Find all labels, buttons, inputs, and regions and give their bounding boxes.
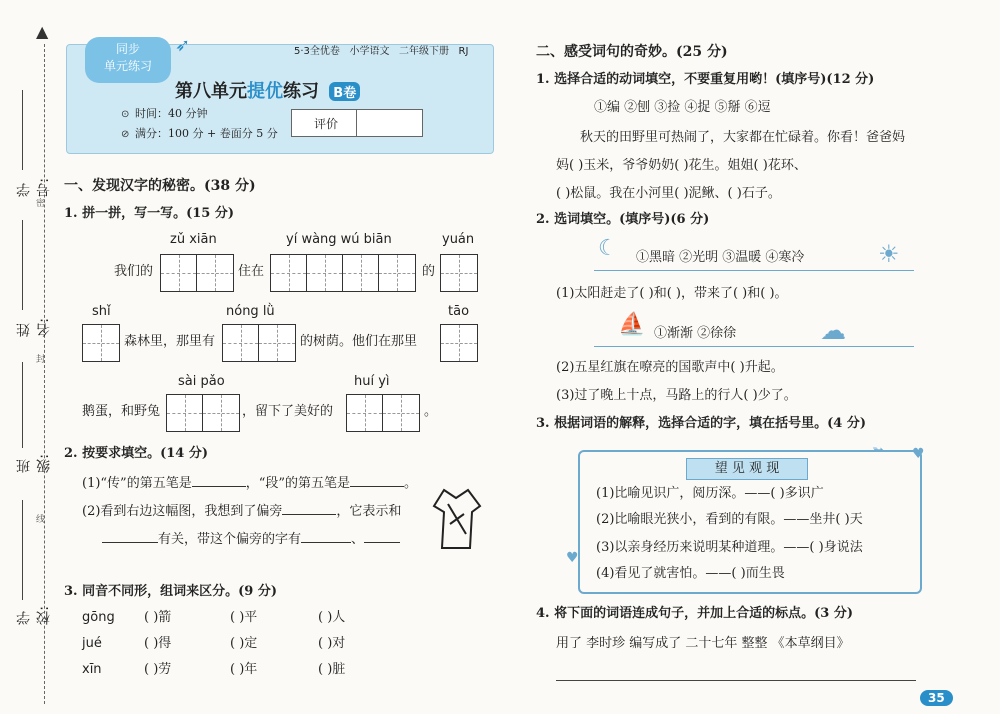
- text: 。: [424, 404, 438, 419]
- text: 鹅蛋，和野兔: [82, 404, 161, 419]
- answer-blank[interactable]: [192, 474, 246, 487]
- pinyin: sài pǎo: [178, 374, 225, 389]
- heart-icon: ♥: [912, 446, 925, 462]
- class-blank[interactable]: [22, 362, 23, 448]
- q2-line3: 有关，带这个偏旁的字有 、: [102, 530, 400, 548]
- text: 住在: [238, 264, 265, 279]
- r-q2-title: 2. 选词填空。(填序号)(6 分): [536, 212, 710, 227]
- heart-icon: ♥: [566, 550, 579, 566]
- series: 5·3全优卷: [294, 46, 340, 57]
- name-blank[interactable]: [22, 220, 23, 310]
- word-blank[interactable]: ( )平: [230, 610, 258, 625]
- school-blank[interactable]: [22, 500, 23, 600]
- passage-line: 秋天的田野里可热闹了，大家都在忙碌着。你看！爸爸妈: [580, 130, 906, 145]
- pinyin: jué: [82, 636, 102, 651]
- class-label: 班级:: [16, 454, 52, 473]
- word-blank[interactable]: ( )人: [318, 610, 346, 625]
- writing-grid[interactable]: [160, 254, 234, 292]
- clock-icon: ⊙: [121, 109, 130, 120]
- fill-line[interactable]: (3)以亲身经历来说明某种道理。——( )身说法: [596, 540, 863, 555]
- title: [175, 77, 360, 103]
- answer-blank[interactable]: [364, 530, 400, 543]
- id-blank[interactable]: [22, 90, 23, 170]
- writing-grid[interactable]: [346, 394, 420, 432]
- edition: RJ: [458, 46, 469, 57]
- pinyin: xīn: [82, 662, 102, 677]
- answer-blank[interactable]: [102, 530, 158, 543]
- id-label: 学号:: [16, 178, 52, 197]
- writing-grid[interactable]: [222, 324, 296, 362]
- name-label: 姓名:: [16, 318, 52, 337]
- word-options: ①黑暗 ②光明 ③温暖 ④寒冷: [636, 250, 805, 265]
- q2-line2: (2)看到右边这幅图，我想到了偏旁 ，它表示和: [82, 504, 402, 519]
- title-post: 练习: [283, 81, 319, 102]
- r-q4-title: 4. 将下面的词语连成句子，并加上合适的标点。(3 分): [536, 606, 853, 621]
- word-blank[interactable]: ( )脏: [318, 662, 346, 677]
- word-blank[interactable]: ( )定: [230, 636, 258, 651]
- badge-top: 同步: [115, 42, 140, 56]
- eval-divider: [356, 110, 357, 136]
- q2-title: 2. 按要求填空。(14 分): [64, 446, 209, 461]
- pinyin: nóng lǜ: [226, 304, 275, 319]
- writing-grid[interactable]: [166, 394, 240, 432]
- answer-blank[interactable]: [282, 502, 336, 515]
- r-q3-title: 3. 根据词语的解释，选择合适的字，填在括号里。(4 分): [536, 416, 866, 431]
- paper-badge: B卷: [329, 82, 360, 101]
- book-meta: [294, 42, 468, 57]
- word-blank[interactable]: ( )箭: [144, 610, 172, 625]
- fill-line[interactable]: (1)比喻见识广，阅历深。——( )多识广: [596, 486, 824, 501]
- seal-mi: 密: [36, 199, 46, 209]
- answer-blank[interactable]: [301, 530, 351, 543]
- fill-line[interactable]: (1)太阳赶走了( )和( )，带来了( )和( )。: [556, 286, 788, 301]
- title-pre: 第八单元: [175, 81, 247, 102]
- divider: [594, 270, 914, 271]
- word-blank[interactable]: ( )劳: [144, 662, 172, 677]
- clothing-illustration: [430, 484, 484, 554]
- writing-grid[interactable]: [270, 254, 416, 292]
- q1-title: 1. 拼一拼，写一写。(15 分): [64, 206, 235, 221]
- fill-line[interactable]: (2)比喻眼光狭小，看到的有限。——坐井( )天: [596, 512, 863, 527]
- pinyin: zǔ xiān: [170, 232, 217, 247]
- text: 的: [422, 264, 436, 279]
- text: 的树荫。他们在那里: [300, 334, 418, 349]
- page-number: 35: [920, 690, 953, 706]
- pinyin: yí wàng wú biān: [286, 232, 392, 247]
- pinyin: shǐ: [92, 304, 111, 319]
- text: 森林里，那里有: [124, 334, 216, 349]
- score-info: 满分：100 分 + 卷面分 5 分: [135, 127, 278, 140]
- pinyin: tāo: [448, 304, 470, 319]
- passage-line[interactable]: ( )松鼠。我在小河里( )泥鳅、( )石子。: [556, 186, 781, 201]
- pinyin: yuán: [442, 232, 475, 247]
- passage-line[interactable]: 妈( )玉米，爷爷奶奶( )花生。姐姐( )花环、: [556, 158, 807, 173]
- frame-label: 望 见 观 现: [686, 458, 808, 480]
- word-list: 用了 李时珍 编写成了 二十七年 整整 《本草纲目》: [556, 636, 850, 651]
- rocket-icon: ➶: [175, 35, 191, 56]
- check-icon: ⊘: [121, 129, 130, 140]
- subject: 小学语文: [349, 46, 390, 57]
- rocket-icon: ▲: [36, 22, 49, 41]
- cloud-icon: ☁: [820, 316, 846, 346]
- header-panel: [66, 35, 494, 154]
- fill-line[interactable]: (3)过了晚上十点，马路上的行人( )少了。: [556, 388, 797, 403]
- section-2-title: 二、感受词句的奇妙。(25 分): [536, 44, 728, 60]
- answer-blank[interactable]: [350, 474, 404, 487]
- answer-line[interactable]: [556, 680, 916, 681]
- word-options: ①渐渐 ②徐徐: [654, 326, 737, 341]
- divider: [594, 346, 914, 347]
- word-blank[interactable]: ( )得: [144, 636, 172, 651]
- q2-line1: (1)“传”的第五笔是 ，“段”的第五笔是 。: [82, 476, 418, 491]
- moon-icon: ☾: [598, 236, 618, 261]
- seal-feng: 封: [36, 355, 46, 365]
- sun-icon: ☀: [878, 240, 900, 268]
- school-label: 学校:: [16, 606, 52, 625]
- writing-grid[interactable]: [440, 324, 478, 362]
- eval-box: [291, 109, 423, 137]
- section-1-title: 一、发现汉字的秘密。(38 分): [64, 178, 256, 194]
- arrow-icon: ➳: [872, 442, 884, 458]
- word-blank[interactable]: ( )对: [318, 636, 346, 651]
- verb-options: ①编 ②刨 ③捡 ④捉 ⑤掰 ⑥逗: [594, 100, 771, 115]
- grade: 二年级下册: [399, 46, 449, 57]
- writing-grid[interactable]: [440, 254, 478, 292]
- text: 我们的: [114, 264, 154, 279]
- word-blank[interactable]: ( )年: [230, 662, 258, 677]
- pinyin: huí yì: [354, 374, 390, 389]
- unit-badge: [85, 37, 171, 83]
- text: ，留下了美好的: [242, 404, 334, 419]
- q3-title: 3. 同音不同形，组词来区分。(9 分): [64, 584, 277, 599]
- fill-line[interactable]: (2)五星红旗在嘹亮的国歌声中( )升起。: [556, 360, 784, 375]
- pinyin: gōng: [82, 610, 115, 625]
- eval-label: 评价: [314, 117, 339, 131]
- sailboat-icon: ⛵: [618, 312, 646, 337]
- r-q1-title: 1. 选择合适的动词填空，不要重复用哟！(填序号)(12 分): [536, 72, 875, 87]
- title-highlight: 提优: [247, 81, 283, 102]
- badge-bottom: 单元练习: [103, 59, 152, 73]
- time-info: 时间：40 分钟: [135, 107, 208, 120]
- seal-xian: 线: [36, 515, 46, 525]
- writing-grid[interactable]: [82, 324, 120, 362]
- fill-line[interactable]: (4)看见了就害怕。——( )而生畏: [596, 566, 785, 581]
